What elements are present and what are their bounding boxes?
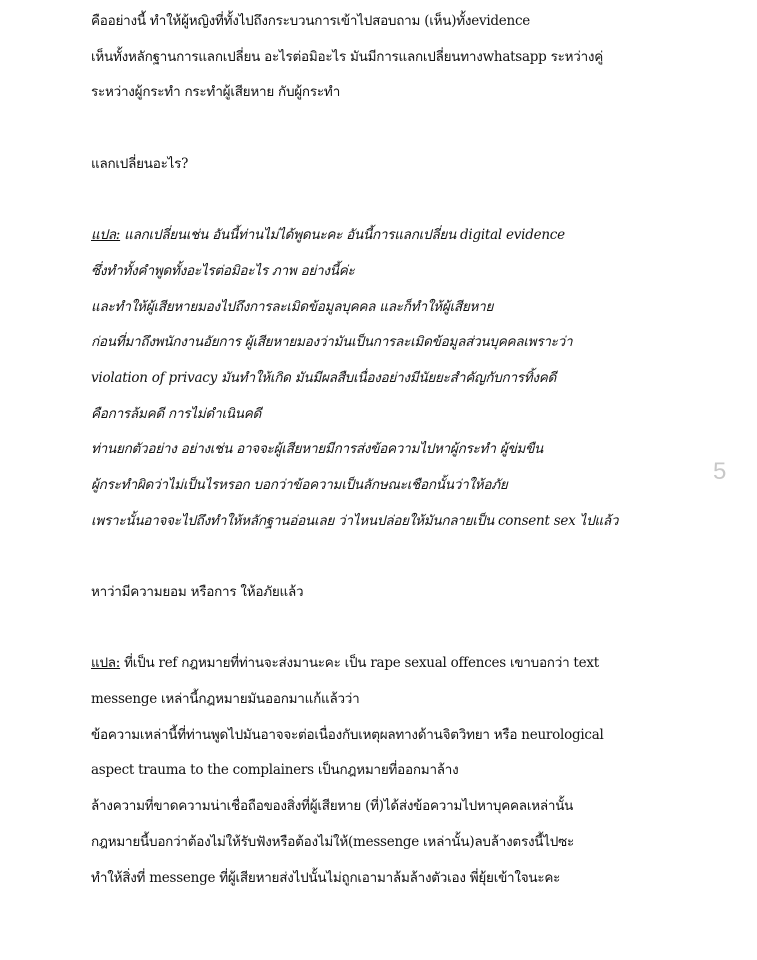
- transcript-body: [91, 12, 681, 904]
- translation-line: ผู้กระทำผิดว่าไม่เป็นไรหรอก บอกว่าข้อความเป็นลักษณะเชือกนั้นว่าให้อภัย: [91, 476, 508, 493]
- translation-line: ทำให้สิ่งที่ messenge ที่ผู้เสียหายส่งไปนั้นไม่ถูกเอามาล้มล้างตัวเอง พี่ยุ้ยเข้าใจนะคะ: [91, 869, 561, 886]
- translation-first-line: [91, 226, 681, 244]
- translation-label: แปล:: [91, 655, 121, 672]
- paragraph-line: ระหว่างผู้กระทำ กระทำผู้เสียหาย กับผู้กระทำ: [91, 84, 341, 101]
- translation-line: aspect trauma to the complainers เป็นกฎหมายที่ออกมาล้าง: [91, 762, 459, 779]
- translation-line: ข้อความเหล่านี้ที่ท่านพูดไปมันอาจจะต่อเนื่องกับเหตุผลทางด้านจิตวิทยา หรือ neurological: [91, 726, 604, 743]
- translation-line: ท่านยกตัวอย่าง อย่างเช่น อาจจะผู้เสียหายมีการส่งข้อความไปหาผู้กระทำ ผู้ข่มขืน: [91, 441, 544, 458]
- translation-line: และทำให้ผู้เสียหายมองไปถึงการละเมิดข้อมูลบุคคล และก็ทำให้ผู้เสียหาย: [91, 298, 494, 315]
- blank-line: [91, 119, 681, 155]
- blank-line: [91, 547, 681, 583]
- translation-line: messenge เหล่านี้กฎหมายมันออกมาแก้แล้วว่า: [91, 691, 360, 708]
- paragraph-line: คืออย่างนี้ ทำให้ผู้หญิงที่ทั้งไปถึงกระบวนการเข้าไปสอบถาม (เห็น)ทั้งevidence: [91, 13, 531, 29]
- translation-line: กฎหมายนี้บอกว่าต้องไม่ให้รับฟังหรือต้องไม่ให้(messenge เหล่านั้น)ลบล้างตรงนี้ไปซะ: [91, 833, 575, 850]
- page-number: 5: [713, 458, 727, 485]
- translation-first-line: [91, 654, 681, 672]
- blank-line: [91, 190, 681, 226]
- question-line: แลกเปลี่ยนอะไร?: [91, 155, 189, 172]
- translation-label: แปล:: [91, 227, 121, 244]
- blank-line: [91, 619, 681, 655]
- translation-text: แลกเปลี่ยนเช่น อันนี้ท่านไม่ได้พูดนะคะ อันนี้การแลกเปลี่ยน digital evidence: [120, 227, 565, 244]
- translation-line: ก่อนที่มาถึงพนักงานอัยการ ผู้เสียหายมองว่ามันเป็นการละเมิดข้อมูลส่วนบุคคลเพราะว่า: [91, 334, 573, 351]
- question-line: หาว่ามีความยอม หรือการ ให้อภัยแล้ว: [91, 584, 304, 600]
- translation-line: violation of privacy มันทำให้เกิด มันมีผลสืบเนื่องอย่างมีนัยยะสำคัญกับการทิ้งคดี: [91, 369, 557, 386]
- translation-line: ล้างความที่ขาดความน่าเชื่อถือของสิ่งที่ผู้เสียหาย (ที่)ได้ส่งข้อความไปหาบุคคลเหล่านั้น: [91, 798, 574, 815]
- translation-line: เพราะนั้นอาจจะไปถึงทำให้หลักฐานอ่อนเลย ว่าไหนปล่อยให้มันกลายเป็น consent sex ไปแล้ว: [91, 512, 619, 529]
- paragraph-line: เห็นทั้งหลักฐานการแลกเปลี่ยน อะไรต่อมิอะไร มันมีการแลกเปลี่ยนทางwhatsapp ระหว่างคู่: [91, 48, 604, 65]
- translation-line: คือการล้มคดี การไม่ดำเนินคดี: [91, 405, 262, 422]
- translation-text: ที่เป็น ref กฎหมายที่ท่านจะส่งมานะคะ เป็น rape sexual offences เขาบอกว่า text: [120, 655, 599, 672]
- translation-line: ซึ่งทำทั้งคำพูดทั้งอะไรต่อมิอะไร ภาพ อย่างนี้ค่ะ: [91, 262, 355, 279]
